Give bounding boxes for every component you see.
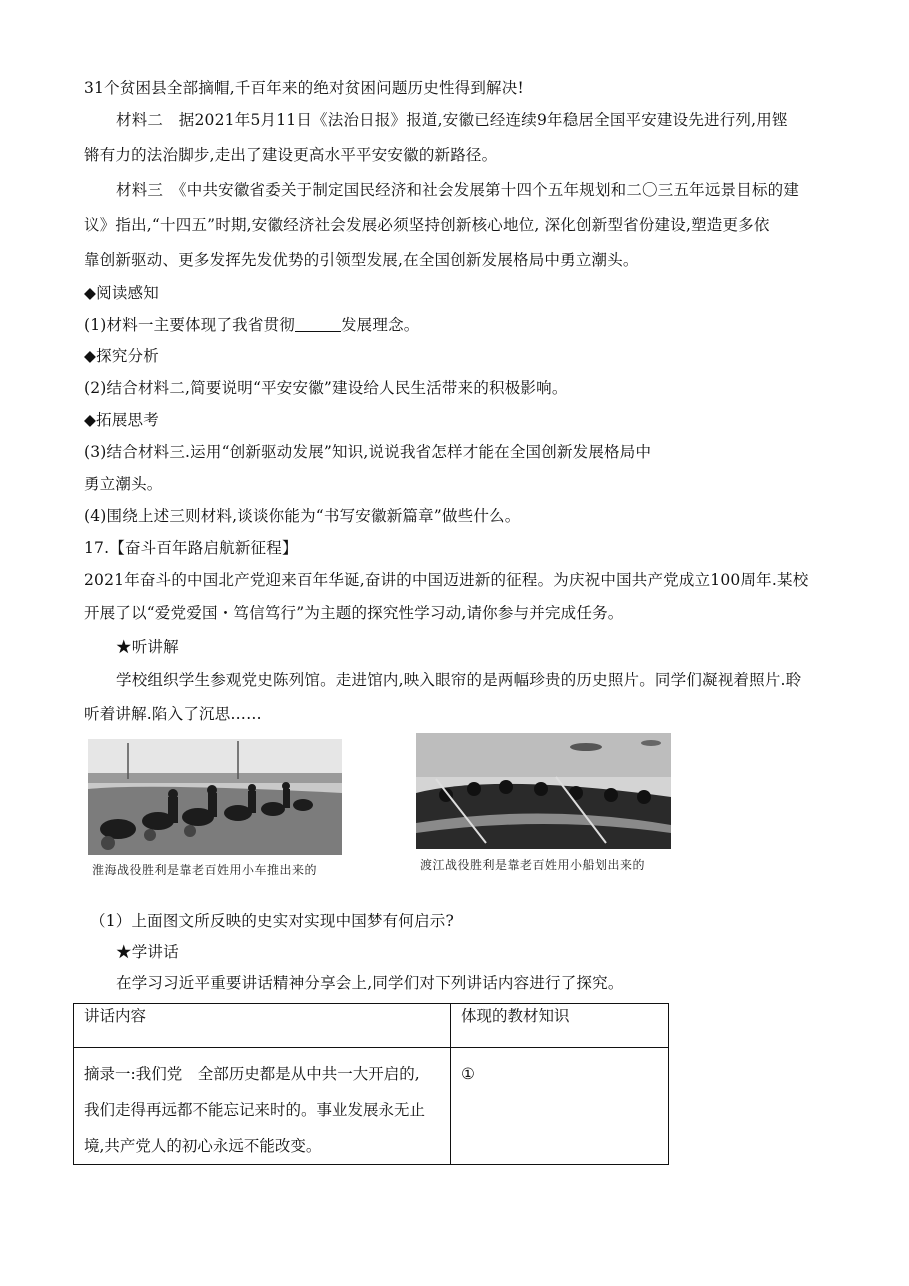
material-three-line-1: 材料三 《中共安徽省委关于制定国民经济和社会发展第十四个五年规划和二〇三五年远景目标的建 <box>116 181 800 199</box>
question-1-suffix: 发展理念。 <box>340 316 420 334</box>
material-two-line-2: 锵有力的法治脚步,走出了建设更高水平平安安徽的新路径。 <box>84 146 498 164</box>
speech-table <box>73 1003 669 1165</box>
listen-heading: ★听讲解 <box>116 638 179 656</box>
sub-question-1: （1）上面图文所反映的史实对实现中国梦有何启示? <box>90 912 454 930</box>
question-1 <box>84 315 419 335</box>
learn-text: 在学习习近平重要讲话精神分享会上,同学们对下列讲话内容进行了探究。 <box>116 974 624 992</box>
question-4: (4)围绕上述三则材料,谈谈你能为“书写安徽新篇章”做些什么。 <box>84 507 521 525</box>
section-read-heading: ◆阅读感知 <box>84 284 159 302</box>
speech-line-3: 境,共产党人的初心永远不能改变。 <box>84 1137 322 1155</box>
listen-text-line-2: 听着讲解.陷入了沉思…… <box>84 705 262 723</box>
table-row <box>74 1048 669 1165</box>
question-17-intro-line-2: 开展了以“爱党爱国・笃信笃行”为主题的探究性学习动,请你参与并完成任务。 <box>84 604 624 622</box>
material-three-line-3: 靠创新驱动、更多发挥先发优势的引领型发展,在全国创新发展格局中勇立潮头。 <box>84 251 639 269</box>
speech-line-2: 我们走得再远都不能忘记来时的。事业发展永无止 <box>84 1101 426 1119</box>
answer-blank[interactable] <box>295 317 341 332</box>
question-17-title: 17.【奋斗百年路启航新征程】 <box>84 539 298 557</box>
section-explore-heading: ◆探究分析 <box>84 347 159 365</box>
table-header-speech: 讲话内容 <box>74 1004 451 1048</box>
question-3-line-1: (3)结合材料三.运用“创新驱动发展”知识,说说我省怎样才能在全国创新发展格局中 <box>84 443 652 461</box>
photo-huaihai-caption: 淮海战役胜利是靠老百姓用小车推出来的 <box>92 863 318 877</box>
section-extend-heading: ◆拓展思考 <box>84 411 159 429</box>
question-2: (2)结合材料二,简要说明“平安安徽”建设给人民生活带来的积极影响。 <box>84 379 568 397</box>
learn-heading: ★学讲话 <box>116 943 179 961</box>
photo-huaihai-campaign <box>88 739 342 855</box>
table-cell-speech <box>74 1048 451 1165</box>
material-two-line-1: 材料二 据2021年5月11日《法治日报》报道,安徽已经连续9年稳居全国平安建设先进行列,用铿 <box>116 111 788 129</box>
speech-line-1: 摘录一:我们党 全部历史都是从中共一大开启的, <box>84 1065 420 1083</box>
table-header-row <box>74 1004 669 1048</box>
answer-marker: ① <box>461 1065 475 1083</box>
photo-yangtze-caption: 渡江战役胜利是靠老百姓用小船划出来的 <box>420 858 646 872</box>
question-17-intro-line-1: 2021年奋斗的中国北产党迎来百年华诞,奋讲的中国迈进新的征程。为庆祝中国共产党成立100周年.某校 <box>84 571 809 589</box>
table-header-knowledge: 体现的教材知识 <box>451 1004 669 1048</box>
listen-text-line-1: 学校组织学生参观党史陈列馆。走进馆内,映入眼帘的是两幅珍贵的历史照片。同学们凝视着照片.聆 <box>116 671 802 689</box>
photo-yangtze-crossing <box>416 733 671 849</box>
question-3-line-2: 勇立潮头。 <box>84 475 163 493</box>
paragraph-poverty: 31个贫困县全部摘帽,千百年来的绝对贫困问题历史性得到解决! <box>84 79 524 97</box>
table-cell-answer[interactable] <box>451 1048 669 1165</box>
question-1-prefix: (1)材料一主要体现了我省贯彻 <box>84 316 295 334</box>
material-three-line-2: 议》指出,“十四五”时期,安徽经济社会发展必须坚持创新核心地位, 深化创新型省份建设,塑造更多依 <box>84 216 770 234</box>
